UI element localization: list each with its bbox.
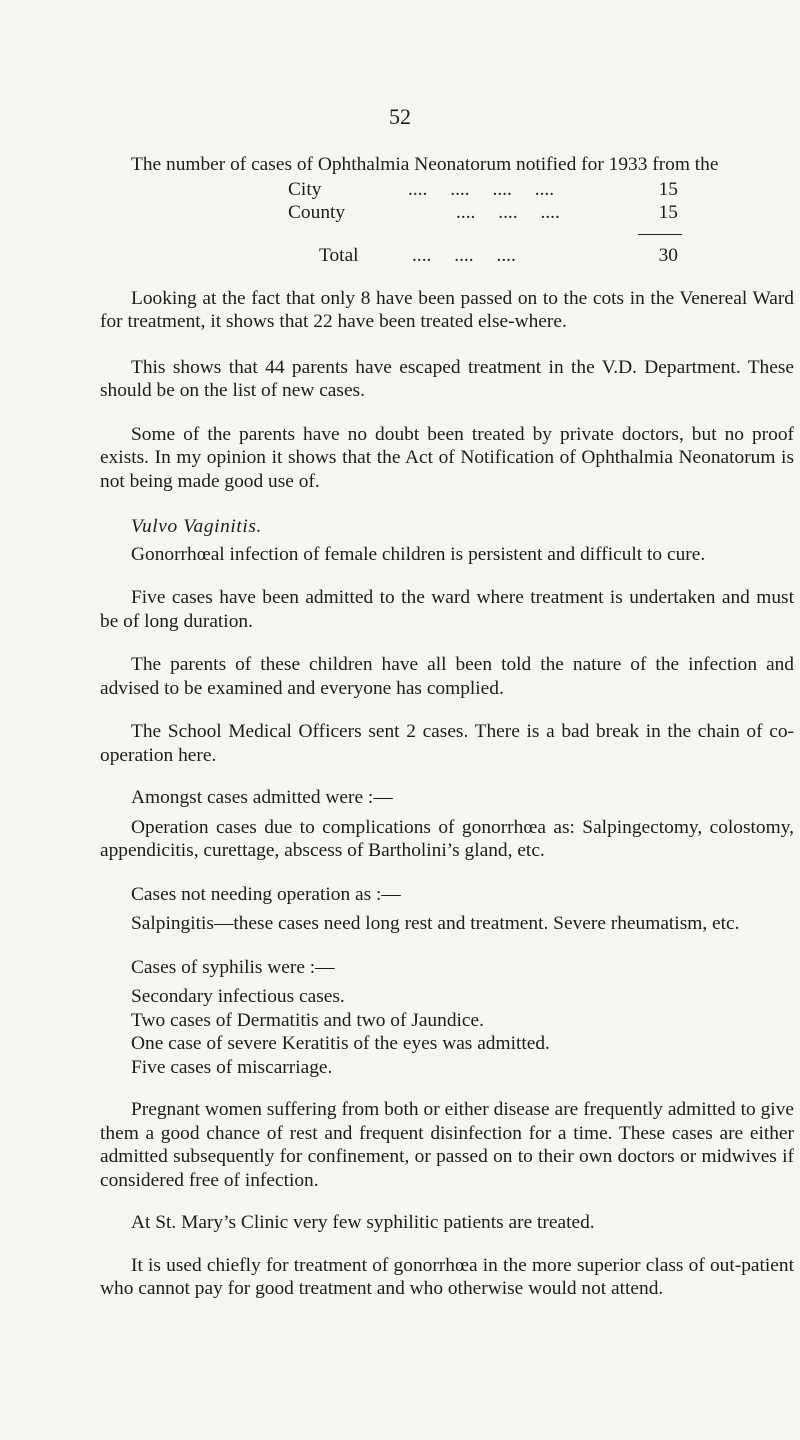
tally-label: County [288, 201, 346, 223]
paragraph: Amongst cases admitted were :— [131, 787, 393, 808]
document-body [100, 153, 794, 1301]
list-item: Secondary infectious cases. [131, 986, 345, 1007]
intro-paragraph: The number of cases of Ophthalmia Neonatorum notified for 1933 from the [131, 154, 719, 175]
paragraph: This shows that 44 parents have escaped treatment in the V.D. Department. These should be on the list of new cases. [100, 356, 794, 401]
list-item: One case of severe Keratitis of the eyes was admitted. [131, 1033, 550, 1054]
tally-label: Total [319, 244, 359, 266]
paragraph: The School Medical Officers sent 2 cases. There is a bad break in the chain of co-operation here. [100, 721, 794, 766]
paragraph: Operation cases due to complications of gonorrhœa as: Salpingectomy, colostomy, appendicitis, curettage, abscess of Bartholini’s gland, etc. [100, 816, 794, 861]
paragraph: Some of the parents have no doubt been treated by private doctors, but no proof exists. In my opinion it shows that the Act of Notification of Ophthalmia Neonatorum is not being made good use of. [100, 423, 794, 492]
paragraph: Salpingitis—these cases need long rest and treatment. Severe rheumatism, etc. [131, 913, 740, 934]
tally-value: 15 [658, 178, 678, 200]
paragraph: Gonorrhœal infection of female children is persistent and difficult to cure. [131, 543, 706, 565]
tally-row-county [288, 201, 696, 224]
paragraph: Pregnant women suffering from both or either disease are frequently admitted to give them a good chance of rest and frequent disinfection for a time. These cases are either admitted subsequently for confinement, or passed on to their own doctors or midwives if considered free of infection. [100, 1099, 794, 1191]
paragraph: It is used chiefly for treatment of gonorrhœa in the more superior class of out-patient who cannot pay for good treatment and who otherwise would not attend. [100, 1254, 794, 1299]
case-tally [288, 178, 696, 267]
paragraph: The parents of these children have all been told the nature of the infection and advised to be examined and everyone has complied. [100, 654, 794, 699]
tally-row-city [288, 178, 696, 201]
sum-rule [288, 224, 696, 244]
tally-leader-dots: .... .... .... [456, 201, 560, 223]
tally-leader-dots: .... .... .... [412, 244, 516, 266]
paragraph: Five cases have been admitted to the ward where treatment is undertaken and must be of long duration. [100, 587, 794, 632]
tally-row-total [288, 244, 696, 267]
tally-leader-dots: .... .... .... .... [408, 178, 555, 200]
section-heading: Vulvo Vaginitis. [131, 516, 262, 537]
tally-label: City [288, 178, 322, 200]
paragraph: Cases of syphilis were :— [131, 956, 335, 978]
tally-value: 30 [658, 244, 678, 266]
list-item: Two cases of Dermatitis and two of Jaundice. [131, 1009, 484, 1031]
paragraph: At St. Mary’s Clinic very few syphilitic patients are treated. [131, 1212, 595, 1233]
paragraph: Looking at the fact that only 8 have been passed on to the cots in the Venereal Ward for treatment, it shows that 22 have been treated else-where. [100, 287, 794, 332]
paragraph: Cases not needing operation as :— [131, 883, 401, 905]
list-item: Five cases of miscarriage. [131, 1056, 333, 1078]
tally-value: 15 [658, 201, 678, 223]
page-number: 52 [389, 104, 411, 129]
